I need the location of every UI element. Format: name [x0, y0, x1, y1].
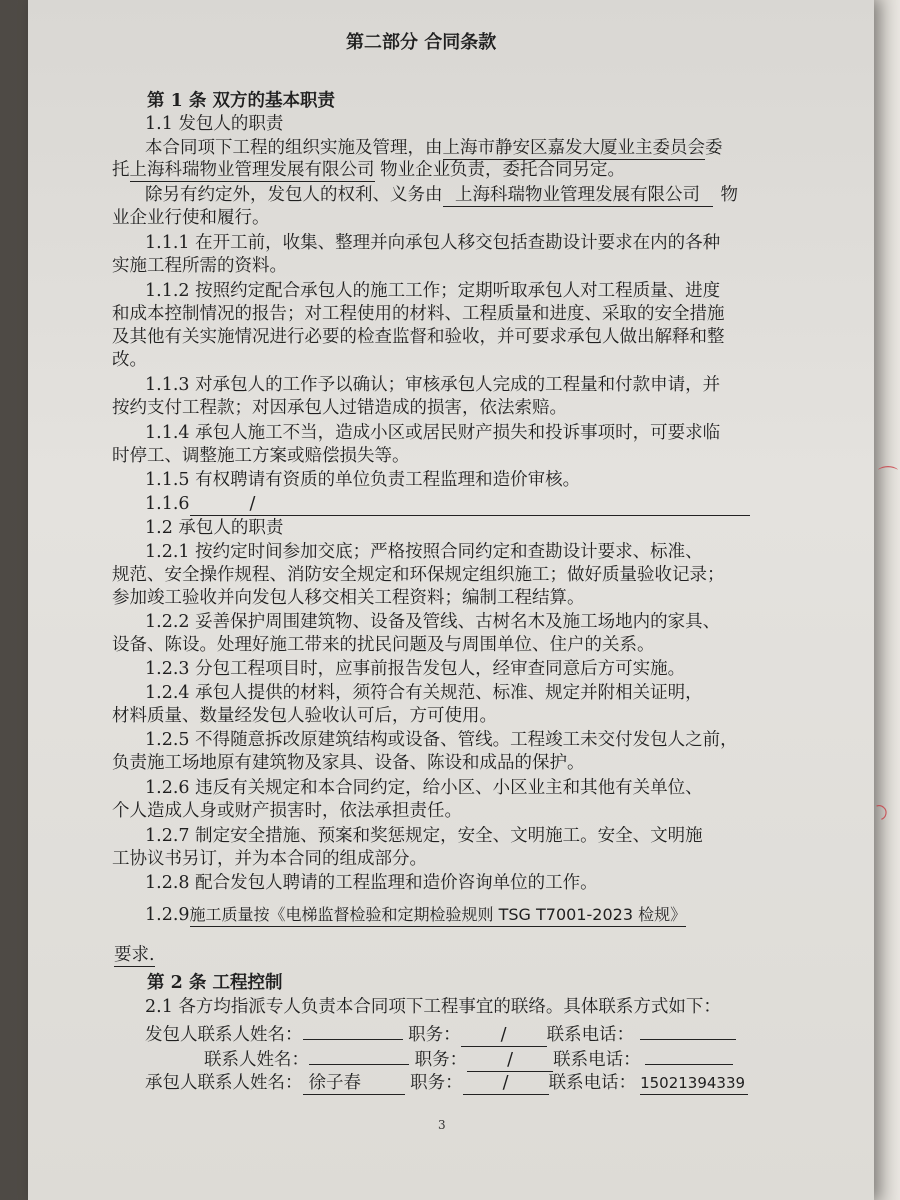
c116-label: 1.1.6: [145, 494, 190, 514]
row2-phone-field: [645, 1046, 733, 1065]
c129-line: [145, 904, 686, 927]
c125-line1: 1.2.5 不得随意拆改原建筑结构或设备、管线。工程竣工未交付发包人之前，: [145, 730, 738, 750]
p2-line2: 业企业行使和履行。: [112, 208, 270, 228]
c114-line1: 1.1.4 承包人施工不当，造成小区或居民财产损失和投诉事项时，可要求临: [145, 423, 721, 443]
c112-line3: 及其他有关实施情况进行必要的检查监督和验收，并可要求承包人做出解释和整: [112, 327, 725, 347]
c126-line2: 个人造成人身或财产损害时，依法承担责任。: [112, 801, 462, 821]
c129-value: 施工质量按《电梯监督检验和定期检验规则 TSG T7001-2023 检规》: [190, 904, 687, 927]
row1-phone-field: [640, 1021, 736, 1040]
c113-line2: 按约支付工程款；对因承包人过错造成的损害，依法索赔。: [112, 398, 567, 418]
article2-heading: 第 2 条 工程控制: [147, 973, 283, 993]
row1-label: 发包人联系人姓名：: [145, 1025, 303, 1045]
owner-committee-name: 上海市静安区嘉发大厦业主委员会: [442, 138, 705, 158]
row3-phone-label: 联系电话：: [548, 1073, 637, 1093]
row3-post-label: 职务：: [410, 1073, 463, 1093]
article1-heading: 第 1 条 双方的基本职责: [147, 91, 335, 111]
c121-line2: 规范、安全操作规程、消防安全规定和环保规定组织施工；做好质量验收记录；: [112, 565, 725, 585]
p2-text-a: 除另有约定外，发包人的权利、义务由: [145, 185, 443, 205]
p1-text-d: 物业企业负责，委托合同另定。: [374, 160, 626, 180]
row3-post-field: /: [463, 1072, 549, 1095]
c129-label: 1.2.9: [145, 905, 190, 925]
row1-name-field: [303, 1021, 403, 1040]
a2-p1: 2.1 各方均指派专人负责本合同项下工程事宜的联络。具体联系方式如下：: [145, 997, 721, 1017]
c112-line2: 和成本控制情况的报告；对工程使用的材料、工程质量和进度、采取的安全措施: [112, 304, 725, 324]
red-stamp-bottom: ◠: [866, 799, 895, 825]
c116-line: [145, 493, 750, 516]
contact-row-employer-2: [204, 1046, 733, 1072]
c127-line2: 工协议书另订，并为本合同的组成部分。: [112, 849, 427, 869]
c112-line1: 1.1.2 按照约定配合承包人的施工工作；定期听取承包人对工程质量、进度: [145, 281, 721, 301]
c128-line: 1.2.8 配合发包人聘请的工程监理和造价咨询单位的工作。: [145, 873, 598, 893]
p1-text-c: 托: [112, 160, 130, 180]
c122-line1: 1.2.2 妥善保护周围建筑物、设备及管线、古树名木及施工场地内的家具、: [145, 612, 721, 632]
c125-line2: 负责施工场地原有建筑物及家具、设备、陈设和成品的保护。: [112, 753, 585, 773]
row1-phone-label: 联系电话：: [546, 1025, 635, 1045]
row2-post-field: /: [467, 1049, 553, 1072]
c123-line: 1.2.3 分包工程项目时，应事前报告发包人，经审查同意后方可实施。: [145, 659, 686, 679]
row3-phone-field: 15021394339: [640, 1072, 748, 1095]
c126-line1: 1.2.6 违反有关规定和本合同约定，给小区、小区业主和其他有关单位、: [145, 778, 703, 798]
row3-label: 承包人联系人姓名：: [145, 1073, 303, 1093]
p2-line1: [145, 184, 738, 207]
row1-post-label: 职务：: [408, 1025, 461, 1045]
property-company-name: 上海科瑞物业管理发展有限公司: [129, 160, 375, 180]
c122-line2: 设备、陈设。处理好施工带来的扰民问题及与周围单位、住户的关系。: [112, 635, 655, 655]
c112-line4: 改。: [112, 350, 147, 370]
row2-phone-label: 联系电话：: [553, 1050, 641, 1070]
c111-line2: 实施工程所需的资料。: [112, 256, 287, 276]
page-number: 3: [438, 1118, 446, 1132]
p1-line1: [145, 137, 723, 160]
adjacent-page-edge: [874, 0, 900, 1200]
red-stamp-top: ⌒: [878, 464, 898, 488]
contact-row-employer-1: [145, 1021, 736, 1047]
row2-post-label: 职务：: [414, 1050, 468, 1070]
row2-name-field: [309, 1046, 409, 1065]
p1-text-b: 委: [705, 138, 723, 158]
c114-line2: 时停工、调整施工方案或赔偿损失等。: [112, 446, 410, 466]
c121-line1: 1.2.1 按约定时间参加交底；严格按照合同约定和查勘设计要求、标准、: [145, 542, 703, 562]
c111-line1: 1.1.1 在开工前，收集、整理并向承包人移交包括查勘设计要求在内的各种: [145, 233, 721, 253]
c127-line1: 1.2.7 制定安全措施、预案和奖惩规定，安全、文明施工。安全、文明施: [145, 826, 703, 846]
c129-tail-text: 要求.: [114, 945, 155, 965]
p2-text-b: 物: [720, 185, 738, 205]
p1-text-a: 本合同项下工程的组织实施及管理，由: [145, 138, 443, 158]
s11-heading: 1.1 发包人的职责: [145, 114, 284, 134]
contact-row-contractor: [145, 1072, 748, 1095]
row2-label: 联系人姓名：: [204, 1050, 309, 1070]
c113-line1: 1.1.3 对承包人的工作予以确认；审核承包人完成的工程量和付款申请，并: [145, 375, 721, 395]
p1-line2: [112, 159, 625, 182]
s12-heading: 1.2 承包人的职责: [145, 518, 284, 538]
c115-line: 1.1.5 有权聘请有资质的单位负责工程监理和造价审核。: [145, 470, 581, 490]
c129-tail: [114, 944, 155, 967]
property-company-name-2: 上海科瑞物业管理发展有限公司: [443, 184, 713, 207]
page-title: 第二部分 合同条款: [346, 32, 497, 53]
c121-line3: 参加竣工验收并向发包人移交相关工程资料；编制工程结算。: [112, 588, 585, 608]
c116-value: /: [190, 493, 750, 516]
row1-post-field: /: [461, 1024, 547, 1047]
c124-line1: 1.2.4 承包人提供的材料，须符合有关规范、标准、规定并附相关证明，: [145, 683, 703, 703]
c124-line2: 材料质量、数量经发包人验收认可后，方可使用。: [112, 706, 497, 726]
row3-name-field: 徐子春: [303, 1072, 405, 1095]
